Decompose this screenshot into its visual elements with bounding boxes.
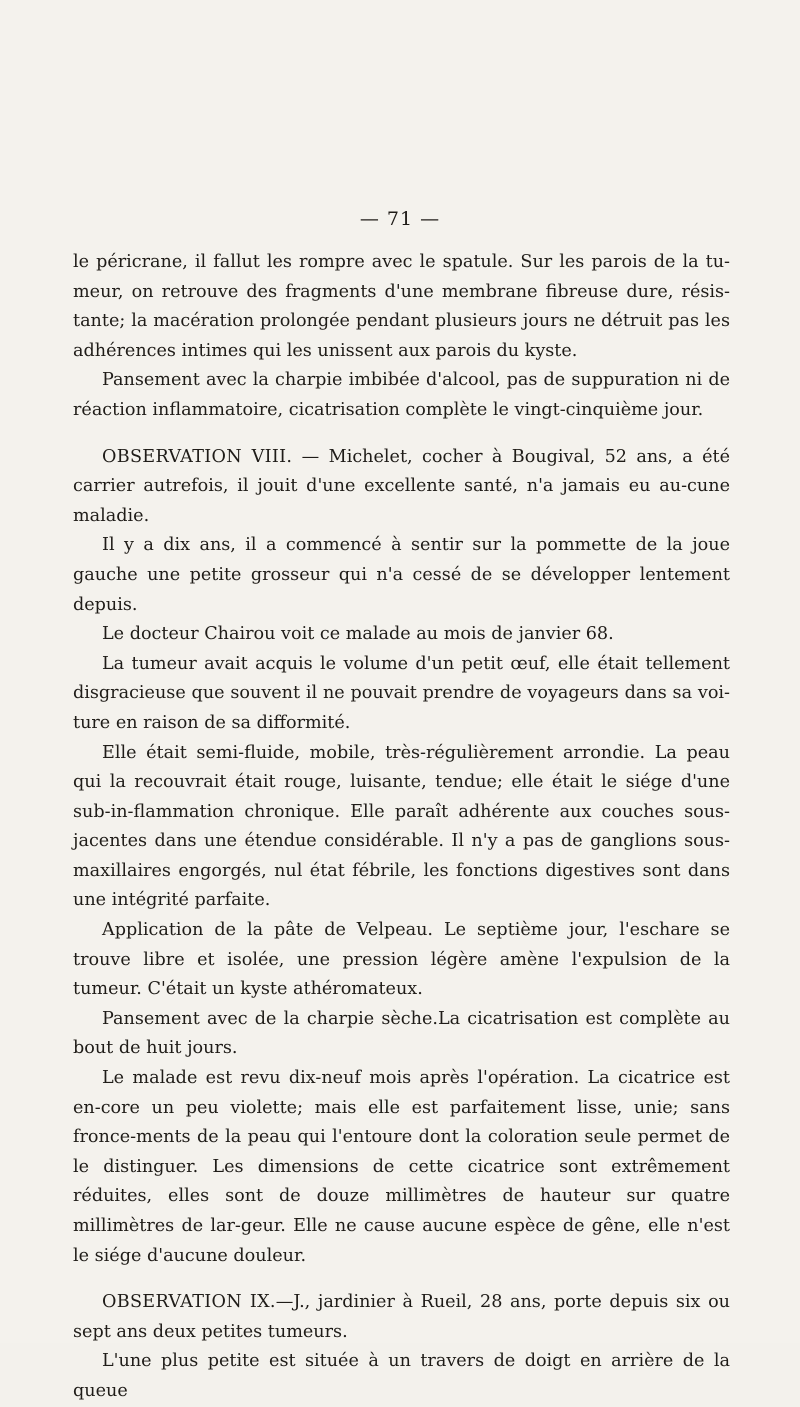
paragraph: Pansement avec la charpie imbibée d'alcool, pas de suppuration ni de réaction inflammatoire, cicatrisation complète le vingt-cinquième jour. (73, 370, 730, 420)
paragraph: Il y a dix ans, il a commencé à sentir sur la pommette de la joue gauche une petite grosseur qui n'a cessé de se développer lentement depuis. (73, 535, 730, 615)
paragraph: L'une plus petite est située à un travers de doigt en arrière de la queue (73, 1351, 730, 1401)
observation-heading: OBSERVATION IX. (102, 1292, 276, 1313)
observation-text: — Michelet, cocher à Bougival, 52 ans, a été carrier autrefois, il jouit d'une excellente santé, n'a jamais eu au-cune maladie. (73, 446, 730, 526)
observation-text: —J., jardinier à Rueil, 28 ans, porte depuis six ou sept ans deux petites tumeurs. (73, 1292, 730, 1342)
page-number: — 71 — (359, 208, 441, 230)
paragraph: le péricrane, il fallut les rompre avec le spatule. Sur les parois de la tu-meur, on retrouve des fragments d'une membrane fibreuse dure, résis-tante; la macération prolongée pendant plusieurs jours ne détruit pas les adhérences intimes qui les unissent aux parois du kyste. (73, 252, 730, 361)
paragraph: Pansement avec de la charpie sèche.La cicatrisation est complète au bout de huit jours. (73, 1008, 730, 1059)
observation-paragraph (73, 443, 730, 532)
paragraph: Le docteur Chairou voit ce malade au mois de janvier 68. (102, 624, 614, 645)
paragraph: La tumeur avait acquis le volume d'un petit œuf, elle était tellement disgracieuse que souvent il ne pouvait prendre de voyageurs dans sa voi-ture en raison de sa difformité. (73, 653, 730, 733)
paragraph: Elle était semi-fluide, mobile, très-régulièrement arrondie. La peau qui la recouvrait était rouge, luisante, tendue; elle était le siége d'une sub-in-flammation chronique. Elle paraît adhérente aux couches sous-jacentes dans une étendue considérable. Il n'y a pas de ganglions sous-maxillaires engorgés, nul état fébrile, les fonctions digestives sont dans une intégrité parfaite. (73, 742, 730, 911)
observation-heading: OBSERVATION VIII. (102, 446, 293, 467)
paragraph: Application de la pâte de Velpeau. Le septième jour, l'eschare se trouve libre et isolée, une pression légère amène l'expulsion de la tumeur. C'était un kyste athéromateux. (73, 920, 730, 1000)
body-text (73, 248, 730, 1407)
observation-paragraph (73, 1288, 730, 1347)
paragraph: Le malade est revu dix-neuf mois après l'opération. La cicatrice est en-core un peu violette; mais elle est parfaitement lisse, unie; sans fronce-ments de la peau qui l'entoure dont la coloration seule permet de le distinguer. Les dimensions de cette cicatrice sont extrêmement réduites, elles sont de douze millimètres de hauteur sur quatre millimètres de lar-geur. Elle ne cause aucune espèce de gêne, elle n'est le siége d'aucune douleur. (73, 1068, 730, 1266)
